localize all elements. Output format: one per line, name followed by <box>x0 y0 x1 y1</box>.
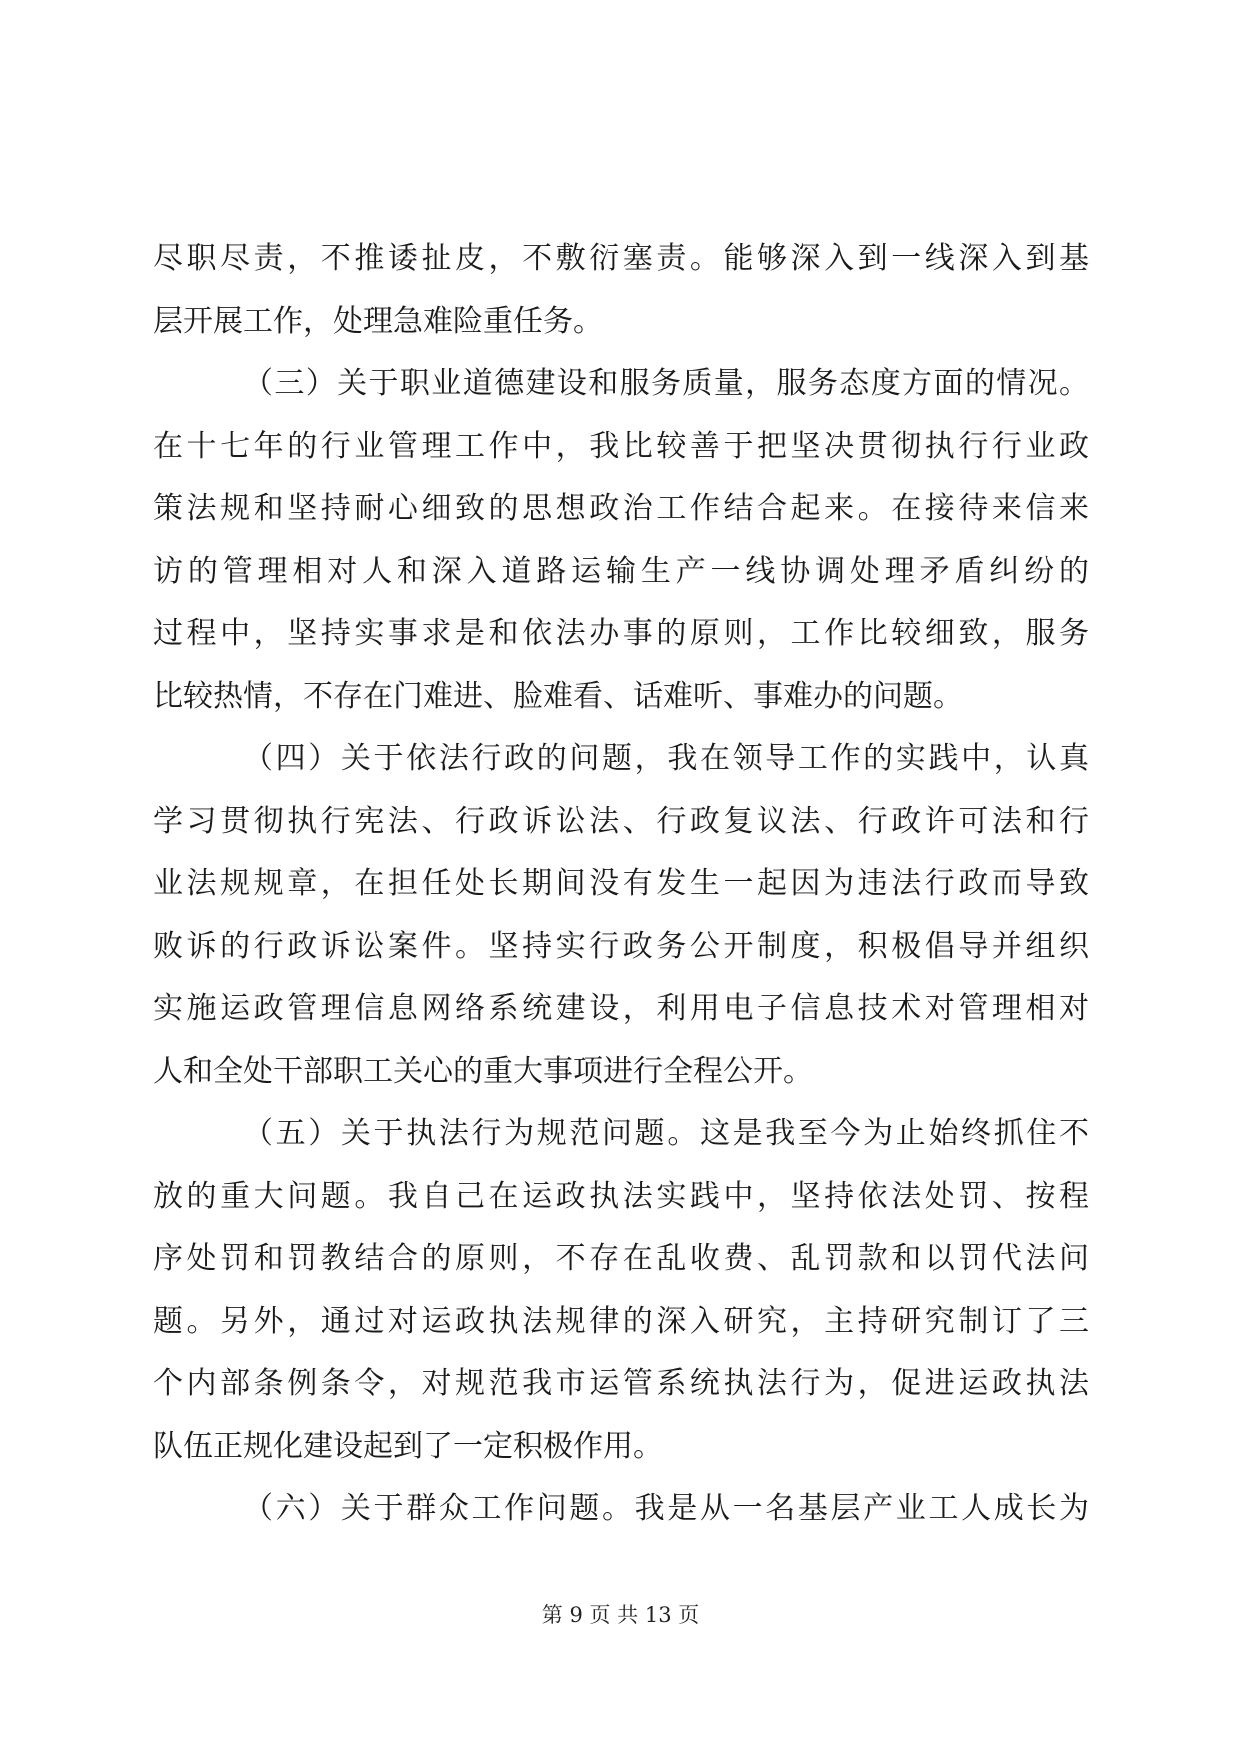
text-line: 过程中，坚持实事求是和依法办事的原则，工作比较细致，服务 <box>153 616 1089 651</box>
text-line: 败诉的行政诉讼案件。坚持实行政务公开制度，积极倡导并组织 <box>153 928 1089 964</box>
section-heading-line: （五）关于执法行为规范问题。这是我至今为止始终抓住不 <box>243 1116 1089 1151</box>
text-line: 学习贯彻执行宪法、行政诉讼法、行政复议法、行政许可法和行 <box>153 803 1089 839</box>
text-line: 个内部条例条令，对规范我市运管系统执法行为，促进运政执法 <box>153 1366 1089 1401</box>
text-line: 在十七年的行业管理工作中，我比较善于把坚决贯彻执行行业政 <box>153 428 1089 464</box>
text-line: 策法规和坚持耐心细致的思想政治工作结合起来。在接待来信来 <box>153 491 1089 526</box>
document-body <box>153 228 1089 1541</box>
text-line: 业法规规章，在担任处长期间没有发生一起因为违法行政而导致 <box>153 866 1089 901</box>
text-line: 人和全处干部职工关心的重大事项进行全程公开。 <box>153 1053 813 1089</box>
section-heading-line: （四）关于依法行政的问题，我在领导工作的实践中，认真 <box>243 741 1089 776</box>
section-heading-line: （三）关于职业道德建设和服务质量，服务态度方面的情况。 <box>243 366 1089 401</box>
text-line: 尽职尽责，不推诿扯皮，不敷衍塞责。能够深入到一线深入到基 <box>153 241 1089 276</box>
text-line: 比较热情，不存在门难进、脸难看、话难听、事难办的问题。 <box>153 678 963 714</box>
text-line: 层开展工作，处理急难险重任务。 <box>153 303 603 339</box>
text-line: 队伍正规化建设起到了一定积极作用。 <box>153 1428 663 1464</box>
text-line: 序处罚和罚教结合的原则，不存在乱收费、乱罚款和以罚代法问 <box>153 1241 1089 1276</box>
page-number-footer: 第 9 页 共 13 页 <box>541 1603 700 1627</box>
text-line: 访的管理相对人和深入道路运输生产一线协调处理矛盾纠纷的 <box>153 553 1089 589</box>
section-heading-line: （六）关于群众工作问题。我是从一名基层产业工人成长为 <box>243 1491 1089 1526</box>
text-line: 放的重大问题。我自己在运政执法实践中，坚持依法处罚、按程 <box>153 1178 1089 1214</box>
text-line: 题。另外，通过对运政执法规律的深入研究，主持研究制订了三 <box>153 1303 1089 1339</box>
text-line: 实施运政管理信息网络系统建设，利用电子信息技术对管理相对 <box>153 991 1089 1026</box>
